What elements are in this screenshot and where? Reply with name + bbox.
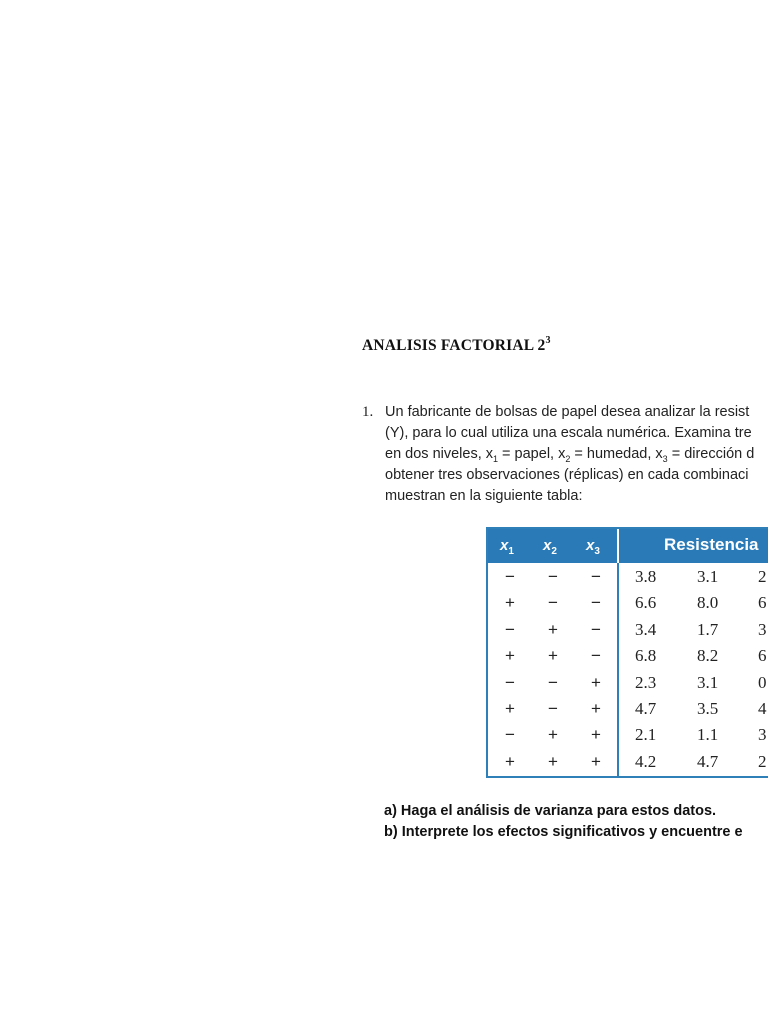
cell-x2: − bbox=[548, 699, 558, 718]
table-row bbox=[488, 644, 768, 670]
data-table bbox=[486, 527, 768, 778]
cell-r1: 6.8 bbox=[635, 646, 657, 666]
cell-x1: − bbox=[505, 619, 515, 639]
question-b: b) Interprete los efectos significativos y encuentre e bbox=[384, 824, 743, 840]
cell-x3: + bbox=[591, 751, 601, 771]
cell-x1: + bbox=[505, 593, 515, 613]
header-x1-sub: 1 bbox=[508, 546, 514, 557]
cell-r2: 8.0 bbox=[697, 593, 719, 613]
cell-r3: 6 bbox=[758, 593, 767, 613]
cell-x3: + bbox=[591, 672, 601, 692]
cell-x3: + bbox=[591, 699, 601, 718]
line3-part-b: = papel, x bbox=[498, 446, 566, 462]
cell-r3: 2 bbox=[758, 751, 767, 771]
line3-sub-3: 3 bbox=[662, 453, 668, 464]
problem-line-4: obtener tres observaciones (réplicas) en cada combinaci bbox=[385, 467, 749, 483]
title-text: ANALISIS FACTORIAL 2 bbox=[362, 337, 546, 355]
table-row bbox=[488, 618, 768, 644]
cell-r1: 3.4 bbox=[635, 619, 657, 639]
header-x3 bbox=[586, 537, 600, 557]
table-row bbox=[488, 671, 768, 697]
table-row bbox=[488, 591, 768, 617]
problem-line-1: Un fabricante de bolsas de papel desea analizar la resist bbox=[385, 404, 750, 420]
cell-r2: 8.2 bbox=[697, 646, 719, 666]
header-x2-label: x bbox=[543, 537, 552, 554]
cell-r1: 6.6 bbox=[635, 593, 657, 613]
cell-r3: 6 bbox=[758, 646, 767, 666]
cell-x2: + bbox=[548, 725, 558, 745]
cell-r3: 0 bbox=[758, 672, 767, 692]
header-x3-label: x bbox=[586, 537, 595, 554]
cell-r3: 3 bbox=[758, 619, 767, 639]
section-title bbox=[362, 336, 551, 355]
problem-number: 1. bbox=[362, 404, 374, 420]
cell-r1: 2.1 bbox=[635, 725, 657, 745]
problem-line-2: (Y), para lo cual utiliza una escala numérica. Examina tre bbox=[385, 425, 752, 441]
cell-r1: 3.8 bbox=[635, 567, 657, 586]
problem-line-3 bbox=[385, 444, 754, 465]
cell-r2: 3.1 bbox=[697, 567, 719, 586]
header-x1 bbox=[500, 537, 514, 557]
cell-r3: 3 bbox=[758, 725, 767, 745]
line3-sub-2: 2 bbox=[565, 453, 571, 464]
cell-x1: − bbox=[505, 725, 515, 745]
cell-r3: 2 bbox=[758, 567, 767, 586]
problem-lines bbox=[385, 402, 754, 507]
line3-part-a: en dos niveles, x bbox=[385, 446, 494, 462]
cell-r2: 3.1 bbox=[697, 672, 719, 692]
header-divider bbox=[617, 529, 619, 563]
table-row bbox=[488, 750, 768, 776]
cell-r2: 1.7 bbox=[697, 619, 719, 639]
cell-r1: 4.7 bbox=[635, 699, 657, 718]
line3-part-d: = dirección d bbox=[667, 446, 755, 462]
cell-x3: − bbox=[591, 593, 601, 613]
cell-x2: − bbox=[548, 567, 558, 586]
cell-r2: 1.1 bbox=[697, 725, 719, 745]
header-x1-label: x bbox=[500, 537, 509, 554]
cell-x1: + bbox=[505, 699, 515, 718]
cell-x1: + bbox=[505, 646, 515, 666]
header-x2-sub: 2 bbox=[551, 546, 557, 557]
line3-sub-1: 1 bbox=[493, 453, 499, 464]
cell-r1: 4.2 bbox=[635, 751, 657, 771]
cell-r2: 3.5 bbox=[697, 699, 719, 718]
cell-r3: 4 bbox=[758, 699, 767, 718]
header-resistencia: Resistencia bbox=[664, 535, 759, 554]
cell-x2: + bbox=[548, 751, 558, 771]
cell-x3: + bbox=[591, 725, 601, 745]
header-x2 bbox=[543, 537, 557, 557]
cell-r1: 2.3 bbox=[635, 672, 657, 692]
cell-x2: + bbox=[548, 646, 558, 666]
cell-x3: − bbox=[591, 567, 601, 586]
cell-x1: − bbox=[505, 567, 515, 586]
line3-part-c: = humedad, x bbox=[570, 446, 663, 462]
cell-x2: + bbox=[548, 619, 558, 639]
table-row bbox=[488, 697, 768, 723]
title-exponent: 3 bbox=[545, 335, 551, 346]
header-x3-sub: 3 bbox=[594, 546, 600, 557]
cell-x1: − bbox=[505, 672, 515, 692]
cell-x2: − bbox=[548, 672, 558, 692]
cell-x3: − bbox=[591, 619, 601, 639]
cell-x3: − bbox=[591, 646, 601, 666]
problem-line-5: muestran en la siguiente tabla: bbox=[385, 488, 583, 504]
table-row bbox=[488, 723, 768, 749]
cell-x1: + bbox=[505, 751, 515, 771]
cell-r2: 4.7 bbox=[697, 751, 719, 771]
cell-x2: − bbox=[548, 593, 558, 613]
table-row bbox=[488, 565, 768, 591]
table-header bbox=[488, 529, 768, 563]
question-a: a) Haga el análisis de varianza para estos datos. bbox=[384, 803, 717, 819]
